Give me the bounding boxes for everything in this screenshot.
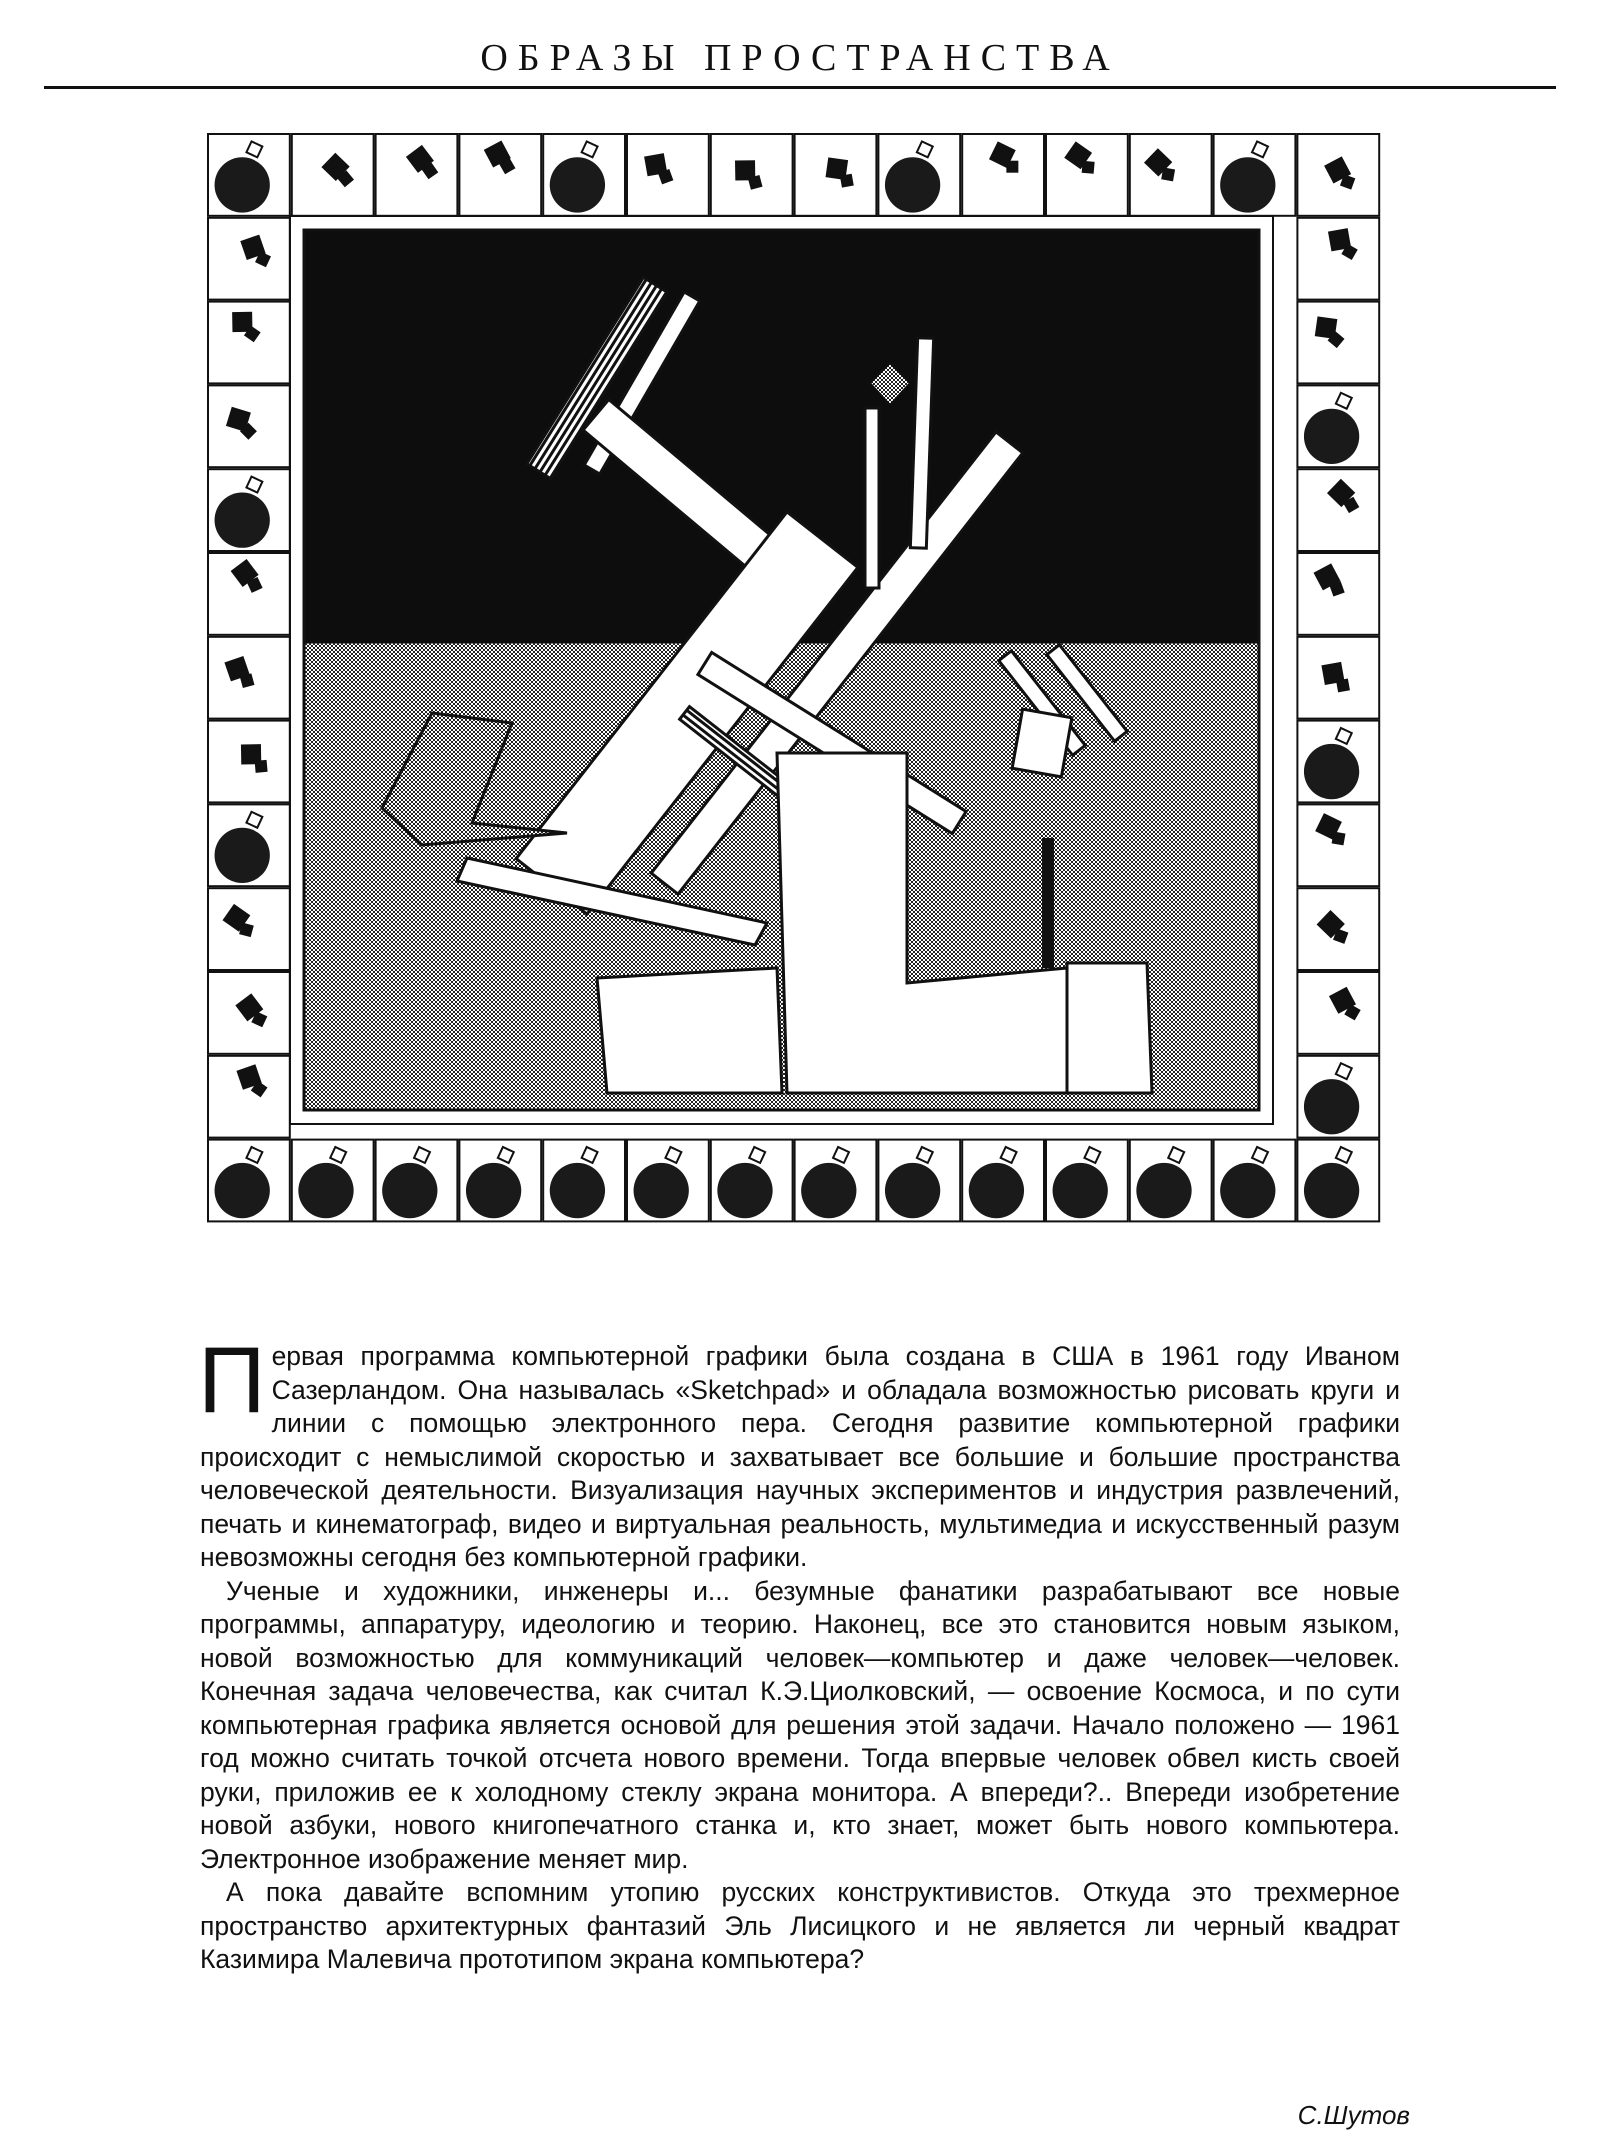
border-tile bbox=[292, 1140, 374, 1222]
page-title: ОБРАЗЫ ПРОСТРАНСТВА bbox=[480, 37, 1120, 79]
border-tile bbox=[208, 1056, 290, 1138]
pixel-art-illustration bbox=[207, 133, 1381, 1295]
border-tile bbox=[1297, 134, 1379, 216]
border-tile bbox=[1297, 888, 1379, 970]
border-tile bbox=[208, 804, 290, 886]
border-tile bbox=[1130, 134, 1212, 216]
border-tile bbox=[1297, 218, 1379, 300]
border-tile bbox=[1297, 469, 1379, 551]
border-tile bbox=[208, 721, 290, 803]
border-tile bbox=[1297, 1056, 1379, 1138]
border-tile bbox=[208, 888, 290, 970]
page-header bbox=[44, 30, 1556, 89]
border-tile bbox=[711, 1140, 793, 1222]
border-tile bbox=[459, 1140, 541, 1222]
article-paragraph bbox=[198, 1327, 1400, 1575]
border-tile bbox=[962, 1140, 1044, 1222]
border-tile bbox=[208, 385, 290, 467]
border-tile bbox=[543, 134, 625, 216]
border-tile bbox=[878, 1140, 960, 1222]
border-tile bbox=[1297, 1140, 1379, 1222]
border-tile bbox=[376, 1140, 458, 1222]
border-tile bbox=[208, 1140, 290, 1222]
border-tile bbox=[1046, 1140, 1128, 1222]
border-tile bbox=[208, 553, 290, 635]
border-tile bbox=[1297, 721, 1379, 803]
author-signature: С.Шутов bbox=[1297, 2100, 1410, 2130]
border-tile bbox=[1297, 302, 1379, 384]
border-tile bbox=[627, 1140, 709, 1222]
article-paragraph: Ученые и художники, инженеры и... безумные фанатики разрабатывают все новые программы, аппаратуру, идеологию и теорию. Наконец, все это становится новым языком, новой возможностью для коммуникаций человек—компьютер и даже человек—человек. Конечная задача человечества, как считал К.Э.Циолковский, — освоение Космоса, и по сути компьютерная графика является основой для решения этой задачи. Начало положено — 1961 год можно считать точкой отсчета нового времени. Тогда впервые человек обвел кисть своей руки, приложив ее к холодному стеклу экрана монитора. А впереди?.. Впереди изобретение новой азбуки, нового книгопечатного станка и, кто знает, может быть нового компьютера. Электронное изображение меняет мир. bbox=[200, 1575, 1400, 1874]
border-tile bbox=[795, 1140, 877, 1222]
border-tile bbox=[1297, 804, 1379, 886]
border-tile bbox=[1297, 553, 1379, 635]
border-tile bbox=[208, 469, 290, 551]
paragraph-text: ервая программа компьютерной графики была создана в США в 1961 году Иваном Сазерландом. Она называлась «Sketchpad» и обладала возможностью рисовать круги и линии с помощью электронного пера. Сегодня развитие компьютерной графики происходит с немыслимой скоростью и захватывает все большие и большие пространства человеческой деятельности. Визуализация научных экспериментов и индустрия развлечений, печать и кинематограф, видео и виртуальная реальность, мультимедиа и искусственный разум невозможны сегодня без компьютерной графики. bbox=[200, 1341, 1400, 1572]
article-body bbox=[198, 1327, 1400, 1977]
border-tile bbox=[795, 134, 877, 216]
border-tile bbox=[1046, 134, 1128, 216]
border-tile bbox=[208, 134, 290, 216]
border-tile bbox=[1214, 1140, 1296, 1222]
border-tile bbox=[208, 302, 290, 384]
drop-cap: П bbox=[198, 1327, 266, 1432]
border-tile bbox=[962, 134, 1044, 216]
border-tile bbox=[627, 134, 709, 216]
border-tile bbox=[292, 134, 374, 216]
border-tile bbox=[543, 1140, 625, 1222]
border-tile bbox=[376, 134, 458, 216]
border-tile bbox=[459, 134, 541, 216]
border-tile bbox=[1130, 1140, 1212, 1222]
border-tile bbox=[208, 972, 290, 1054]
border-tile bbox=[208, 218, 290, 300]
border-tile bbox=[1297, 637, 1379, 719]
border-tile bbox=[1297, 972, 1379, 1054]
border-tile bbox=[878, 134, 960, 216]
border-tile bbox=[1214, 134, 1296, 216]
border-tile bbox=[711, 134, 793, 216]
border-tile bbox=[1297, 385, 1379, 467]
border-tile bbox=[208, 637, 290, 719]
article-paragraph: А пока давайте вспомним утопию русских конструктивистов. Откуда это трехмерное пространство архитектурных фантазий Эль Лисицкого и не является ли черный квадрат Казимира Малевича прототипом экрана компьютера? bbox=[200, 1877, 1400, 1974]
constructivist-composition bbox=[290, 216, 1273, 1124]
